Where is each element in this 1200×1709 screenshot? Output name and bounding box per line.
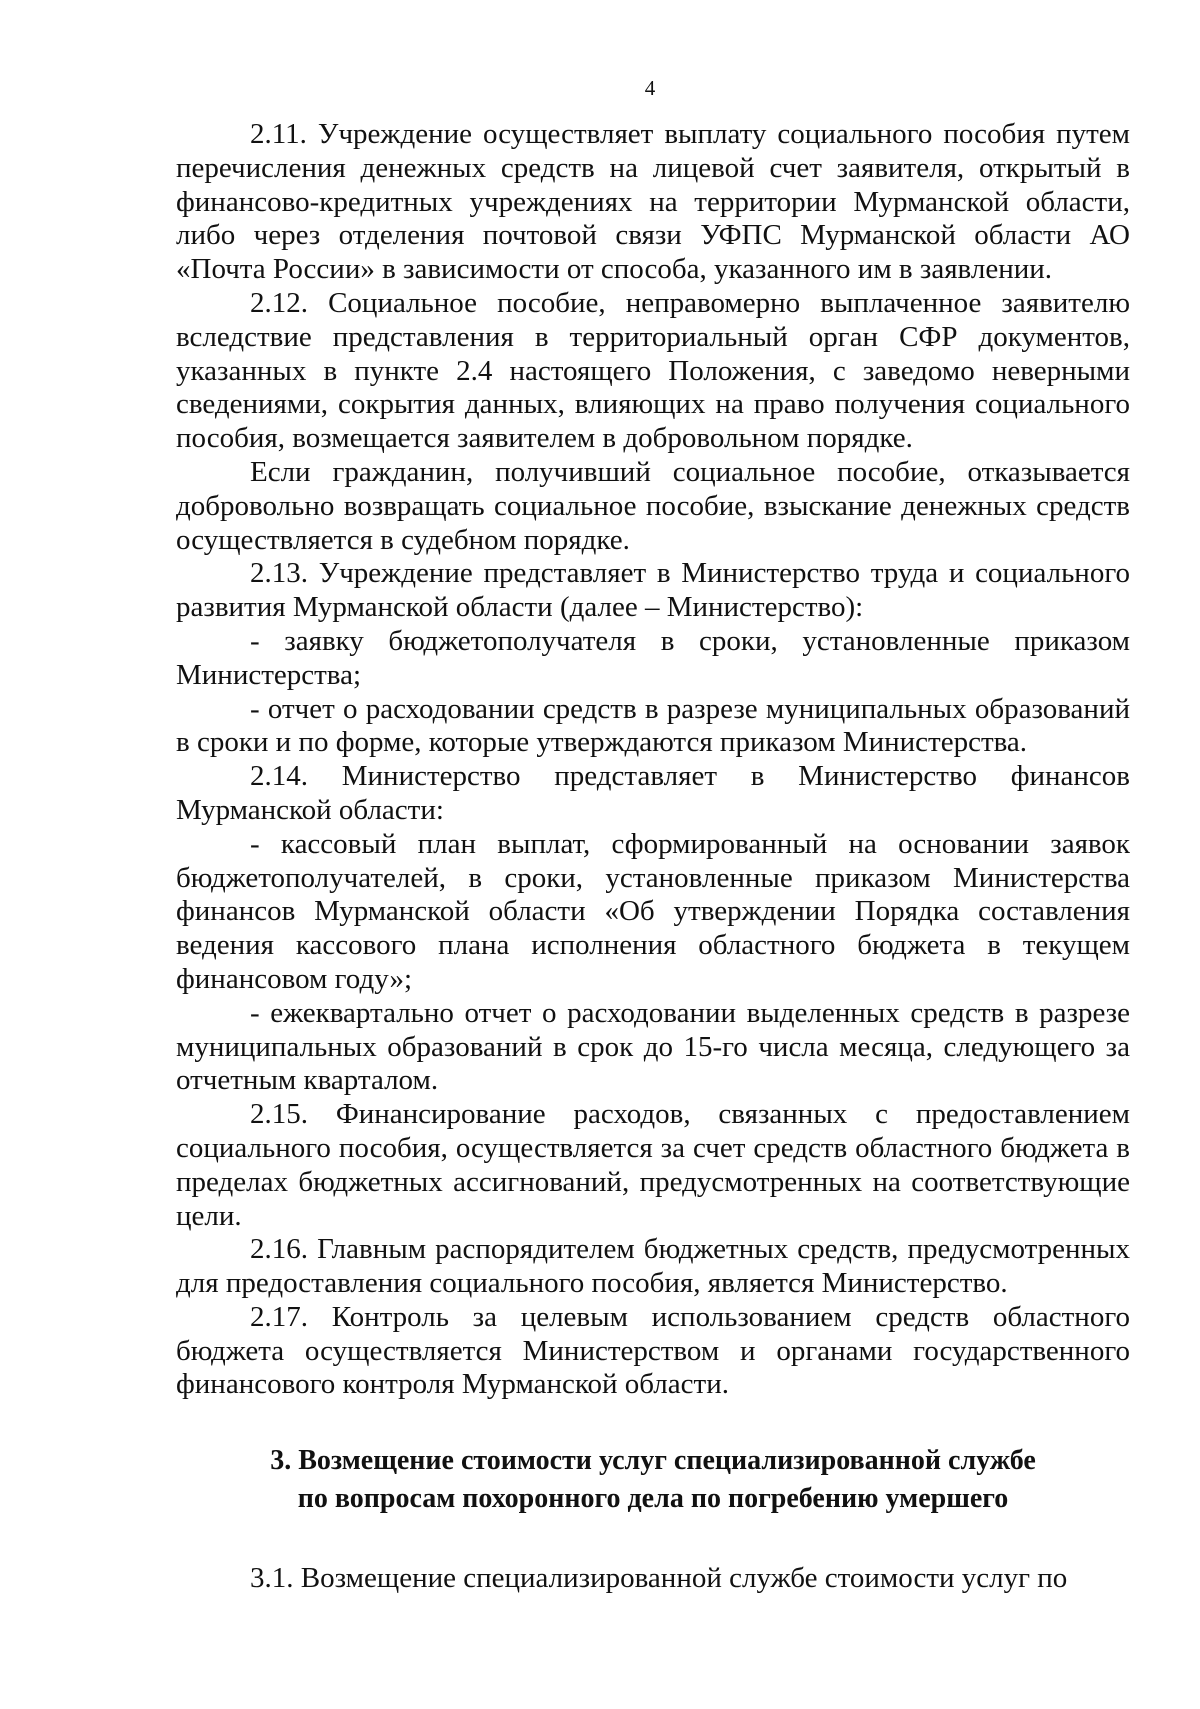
paragraph-2-12-refusal: Если гражданин, получивший социальное пособие, отказывается добровольно возвращать социальное пособие, взыскание денежных средств осуществляется в судебном порядке.: [176, 455, 1130, 556]
paragraph-2-16: 2.16. Главным распорядителем бюджетных средств, предусмотренных для предоставления социального пособия, является Министерство.: [176, 1233, 1130, 1300]
paragraph-2-12: 2.12. Социальное пособие, неправомерно выплаченное заявителю вследствие представления в территориальный орган СФР документов, указанных в пункте 2.4 настоящего Положения, с заведомо неверными сведениями, сокрытия данных, влияющих на право получения социального пособия, возмещается заявителем в добровольном порядке.: [176, 286, 1130, 455]
paragraph-2-14: 2.14. Министерство представляет в Министерство финансов Мурманской области:: [176, 760, 1130, 826]
paragraph-2-14-item-cash-plan: - кассовый план выплат, сформированный на основании заявок бюджетополучателей, в сроки, установленные приказом Министерства финансов Мурманской области «Об утверждении Порядка составления ведения кассового плана исполнения областного бюджета в текущем финансовом году»;: [176, 827, 1130, 995]
paragraph-3-1: 3.1. Возмещение специализированной службе стоимости услуг по: [250, 1562, 1068, 1595]
paragraph-2-11: 2.11. Учреждение осуществляет выплату социального пособия путем перечисления денежных средств на лицевой счет заявителя, открытый в финансово-кредитных учреждениях на территории Мурманской области, либо через отделения почтовой связи УФПС Мурманской области АО «Почта России» в зависимости от способа, указанного им в заявлении.: [176, 118, 1130, 286]
section-3-heading-line-1: 3. Возмещение стоимости услуг специализированной службе: [270, 1445, 1036, 1477]
paragraph-2-17: 2.17. Контроль за целевым использованием средств областного бюджета осуществляется Министерством и органами государственного финансового контроля Мурманской области.: [176, 1300, 1130, 1401]
paragraph-2-13-item-report: - отчет о расходовании средств в разрезе муниципальных образований в сроки и по форме, которые утверждаются приказом Министерства.: [176, 692, 1130, 759]
section-3-heading: [176, 1442, 1130, 1518]
paragraph-2-14-item-quarterly-report: - ежеквартально отчет о расходовании выделенных средств в разрезе муниципальных образований в срок до 15-го числа месяца, следующего за отчетным кварталом.: [176, 996, 1130, 1097]
paragraph-2-15: 2.15. Финансирование расходов, связанных с предоставлением социального пособия, осуществляется за счет средств областного бюджета в пределах бюджетных ассигнований, предусмотренных на соответствующие цели.: [176, 1098, 1130, 1232]
paragraph-2-13: 2.13. Учреждение представляет в Министерство труда и социального развития Мурманской области (далее – Министерство):: [176, 557, 1130, 624]
paragraph-2-13-item-request: - заявку бюджетополучателя в сроки, установленные приказом Министерства;: [176, 624, 1130, 691]
section-3-heading-line-2: по вопросам похоронного дела по погребению умершего: [297, 1483, 1009, 1515]
page-number: 4: [644, 76, 656, 100]
document-body: [176, 118, 1130, 1596]
